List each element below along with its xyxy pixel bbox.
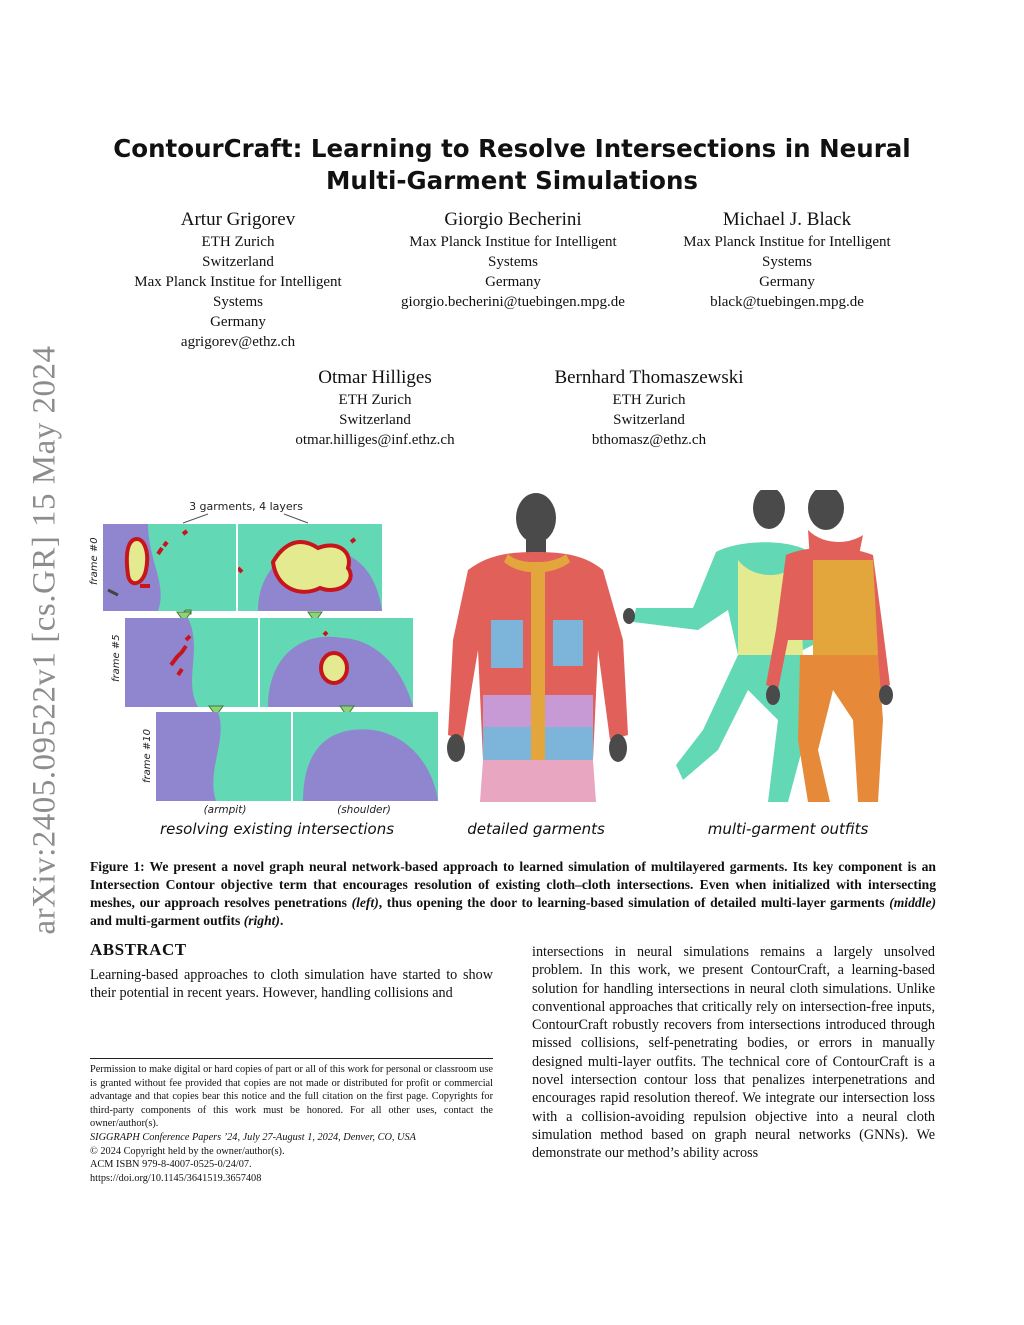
bracket-lines <box>183 514 308 523</box>
author-affiliation: Systems <box>212 294 263 310</box>
isbn-line: ACM ISBN 979-8-4007-0525-0/24/07. <box>90 1159 252 1171</box>
doi-link[interactable]: https://doi.org/10.1145/3641519.3657408 <box>90 1172 262 1184</box>
author-affiliation: ETH Zurich <box>612 392 686 408</box>
author-name: Artur Grigorev <box>180 209 296 230</box>
region-label-armpit: (armpit) <box>203 804 247 816</box>
figure-top-label: 3 garments, 4 layers <box>189 500 303 513</box>
arxiv-identifier <box>0 0 90 1325</box>
panel-frame10-armpit <box>156 712 291 801</box>
author-name: Giorgio Becherini <box>444 209 582 230</box>
panel-frame5-armpit <box>125 618 258 707</box>
paper-title <box>100 133 924 197</box>
author-email: bthomasz@ethz.ch <box>591 432 707 448</box>
copyright-line: © 2024 Copyright held by the owner/author(s). <box>90 1145 285 1157</box>
author-affiliation: Systems <box>761 254 812 270</box>
caption-text: . <box>279 913 284 928</box>
author-email: otmar.hilliges@inf.ethz.ch <box>295 432 455 448</box>
author-name: Michael J. Black <box>722 209 852 230</box>
frame-label-5: frame #5 <box>111 634 122 682</box>
author-name: Bernhard Thomaszewski <box>554 367 744 388</box>
caption-text: and multi-garment outfits <box>90 913 244 928</box>
panel-frame5-shoulder <box>260 618 413 707</box>
arxiv-identifier-text: arXiv:2405.09522v1 [cs.GR] 15 May 2024 <box>26 345 63 935</box>
permission-notice: Permission to make digital or hard copies of part or all of this work for personal or classroom use is granted without fee provided that copies are not made or distributed for profit or commercial advantage and that copies bear this notice and the full citation on the first page. Copyrights for third-party components of this work must be honored. For all other uses, contact the owner/author(s). <box>90 1064 493 1130</box>
caption-right: (right) <box>243 913 280 928</box>
detailed-garments-avatar <box>447 493 628 802</box>
abstract-left-column: Learning-based approaches to cloth simulation have started to show their potential in recent years. However, handling collisions and <box>90 967 493 1002</box>
figure-caption <box>90 858 936 930</box>
author-block-5 <box>534 366 764 450</box>
abstract-right-column: intersections in neural simulations remains a largely unsolved problem. In this work, we present ContourCraft, a learning-based solution for handling intersections in neural cloth simulations. Unlike conventional approaches that critically rely on intersection-free inputs, ContourCraft robustly recovers from intersections introduced through missed collisions, self-penetrating bodies, or errors in manually designed multi-layer outfits. The technical core of ContourCraft is a novel intersection contour loss that penalizes interpenetrations and encourages rapid resolution thereof. We integrate our intersection loss with a collision-avoiding repulsion objective into a neural cloth simulation method based on graph neural networks (GNNs). We demonstrate our method’s ability across <box>532 944 935 1162</box>
author-email: black@tuebingen.mpg.de <box>710 294 864 310</box>
panel-frame0-armpit <box>103 524 236 611</box>
panel-frame10-shoulder <box>293 712 438 801</box>
panel-label-left: resolving existing intersections <box>159 820 395 838</box>
caption-text: , thus opening the door to learning-based simulation of detailed multi-layer garments <box>378 895 890 910</box>
author-name: Otmar Hilliges <box>318 367 432 388</box>
author-affiliation: Systems <box>487 254 538 270</box>
caption-text: Figure 1: We present a novel graph neural network-based approach to learned simulation of multilayered garments. Its key component is an Intersection Contour objective term that encourages resolution of existing cloth–cloth intersections. Even when initialized with intersecting meshes, our approach resolves penetrations <box>90 859 936 910</box>
copyright-footnote <box>90 1063 493 1185</box>
author-affiliation: Germany <box>759 274 815 290</box>
multi-garment-avatars <box>623 490 893 802</box>
author-affiliation: Max Planck Institue for Intelligent <box>409 234 617 250</box>
abstract-heading: ABSTRACT <box>90 940 187 959</box>
frame-label-0: frame #0 <box>89 537 100 585</box>
panel-frame0-shoulder <box>238 524 382 611</box>
caption-left: (left) <box>351 895 379 910</box>
paper-title-line-1: ContourCraft: Learning to Resolve Intersections in Neural <box>113 134 911 163</box>
panel-label-middle: detailed garments <box>467 820 605 838</box>
author-affiliation: Max Planck Institue for Intelligent <box>683 234 891 250</box>
author-affiliation: Germany <box>485 274 541 290</box>
author-block-4 <box>275 366 475 450</box>
author-affiliation: Max Planck Institue for Intelligent <box>134 274 342 290</box>
author-block-3 <box>657 208 917 312</box>
venue-line: SIGGRAPH Conference Papers ’24, July 27-August 1, 2024, Denver, CO, USA <box>90 1131 416 1143</box>
paper-title-line-2: Multi-Garment Simulations <box>326 166 698 195</box>
author-affiliation: Switzerland <box>202 254 274 270</box>
author-affiliation: Switzerland <box>613 412 685 428</box>
frame-label-10: frame #10 <box>142 729 153 783</box>
author-email: giorgio.becherini@tuebingen.mpg.de <box>401 294 625 310</box>
author-email: agrigorev@ethz.ch <box>180 334 296 350</box>
author-affiliation: ETH Zurich <box>201 234 275 250</box>
teaser-figure <box>88 490 938 838</box>
region-label-shoulder: (shoulder) <box>337 804 391 816</box>
author-block-2 <box>373 208 653 312</box>
author-affiliation: Switzerland <box>339 412 411 428</box>
author-affiliation: ETH Zurich <box>338 392 412 408</box>
caption-middle: (middle) <box>889 895 937 910</box>
author-block-1 <box>108 208 368 352</box>
author-affiliation: Germany <box>210 314 266 330</box>
panel-label-right: multi-garment outfits <box>707 820 869 838</box>
footnote-rule <box>90 1058 493 1059</box>
